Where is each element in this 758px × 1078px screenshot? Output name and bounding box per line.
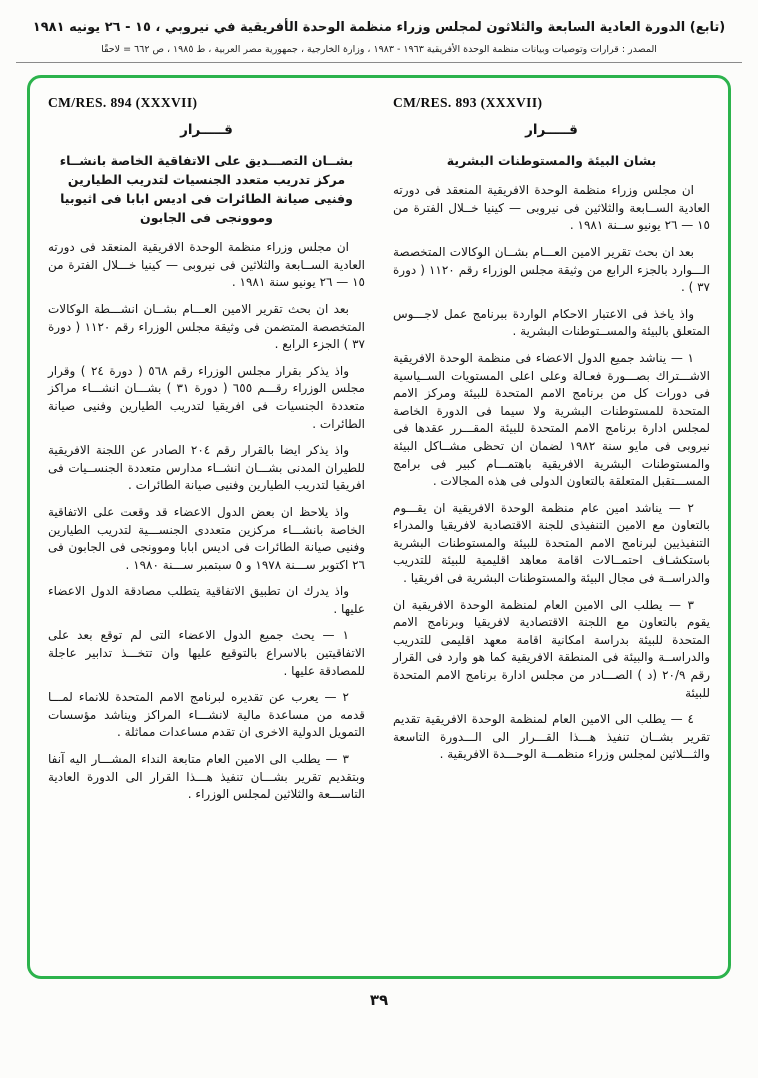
page-header — [0, 0, 758, 55]
paragraph: ان مجلس وزراء منظمة الوحدة الافريقية المنعقد فى دورته العادية الســابعة والثلاثين فى نيروبى — كينيا خــلال الفترة من ١٥ — ٢٦ يونيو ســنة ١٩٨١ . — [393, 183, 710, 233]
header-title: (تابع) الدورة العادية السابعة والثلاثون لمجلس وزراء منظمة الوحدة الأفريقية في نيروبي ، ١٥ - ٢٦ يونيه ١٩٨١ — [32, 20, 726, 35]
paragraph: واذ يذكر ايضا بالقرار رقم ٢٠٤ الصادر عن اللجنة الافريقية للطيران المدنى بشـــان انشــاء مدارس متعددة الجنســيات فى افريقيا لتدريب الطيارين وفنيى صيانة الطائرات . — [48, 443, 365, 493]
header-divider — [16, 62, 742, 63]
paragraph: واذ ياخذ فى الاعتبار الاحكام الواردة ببرنامج عمل لاجـــوس المتعلق بالبيئة والمســتوطنات البشرية . — [393, 306, 710, 339]
resolution-893-ref: CM/RES. 893 (XXXVII) — [393, 95, 543, 110]
paragraph: ١ — يحث جميع الدول الاعضاء التى لم توقع بعد على الاتفاقيتين بالاسراع بالتوقيع عليها وان تتخـــذ تدابير عاجلة للمصادقة عليها . — [48, 628, 365, 678]
page-number: ٣٩ — [369, 991, 389, 1009]
paragraph: ٣ — يطلب الى الامين العام متابعة النداء المشـــار اليه آنفا وبتقديم تقرير بشـــان تنفيذ هـــذا القرار الى الدورة العادية التاســـعة والثلاثين لمجلس الوزراء . — [48, 752, 365, 802]
resolution-894-column — [48, 94, 365, 960]
paragraph: ١ — يناشد جميع الدول الاعضاء فى منظمة الوحدة الافريقية الاشـــتراك بصـــورة فعـالة وعلى اعلى المستويات الســياسية فى دورات كل من برنامج الامم المتحدة للبيئة ومركز الامم المتحدة للمستوطنات البشرية ولا سيما فى الدورة الخاصة لمجلس ادارة برنامج الامم المتحدة للبيئة المقـــرر عقدها فى نيروبى فى مايو سنة ١٩٨٢ لضمان ان تحظى مشــاكل البيئة والمستوطنات البشرية الافريقية باهتمـــام كبير فى برامج المســـتقبل المتعلقة بالتعاون الدولى فى هذه المجالات . — [393, 350, 710, 489]
paragraph: واذ يدرك ان تطبيق الاتفاقية يتطلب مصادقة الدول الاعضاء عليها . — [48, 584, 365, 616]
resolution-893-title: بشان البيئة والمستوطنات البشرية — [446, 153, 657, 169]
resolution-894-heading: قـــــرار — [180, 121, 233, 138]
resolution-893-column — [393, 94, 710, 960]
two-column-layout — [48, 94, 710, 960]
resolution-893-heading: قـــــرار — [525, 121, 578, 138]
header-source-line: المصدر : قرارات وتوصيات وبيانات منظمة الوحدة الأفريقية ١٩٦٣ - ١٩٨٣ ، وزارة الخارجية ، جمهورية مصر العربية ، ط ١٩٨٥ ، ص ٦٦٢ = لاحقًا — [101, 44, 657, 55]
paragraph: ٤ — يطلب الى الامين العام لمنظمة الوحدة الافريقية تقديم تقرير بشــان تنفيذ هـــذا القـــرار الى الـــدورة التاسعة والثـــلاثين لمجلس وزراء منظمـــة الوحـــدة الافريقية . — [393, 712, 710, 762]
paragraph: ٣ — يطلب الى الامين العام لمنظمة الوحدة الافريقية ان يقوم بالتعاون مع اللجنة الاقتصادية لافريقيا وبرنامج الامم المتحدة للبيئة بدراسة امكانية اقامة معهد اقليمى للتدريب والدراســة والبيئة فى المنطقة الافريقية كما هو وارد فى القرار رقم ٢٠/٩ (د ) الصـــادر من مجلس ادارة برنامج الامم المتحدة للبيئة — [393, 597, 710, 700]
paragraph: بعد ان بحث تقرير الامين العـــام بشــان انشـــطة الوكالات المتخصصة المتضمن فى وثيقة مجلس الوزراء رقم ١١٢٠ ( دورة ٣٧ ) الجزء الرابع . — [48, 301, 365, 352]
paragraph: واذ يذكر بقرار مجلس الوزراء رقم ٥٦٨ ( دورة ٢٤ ) وقرار مجلس الوزراء رقـــم ٦٥٥ ( دورة ٣١ ) بشـــان انشـــاء مراكز متعددة الجنسيات فى افريقيا لتدريب الطيارين وفنيى صيانة الطائرات . — [48, 363, 365, 431]
resolution-894-ref: CM/RES. 894 (XXXVII) — [48, 95, 198, 110]
paragraph: ٢ — يناشد امين عام منظمة الوحدة الافريقية ان يقـــوم بالتعاون مع الامين التنفيذى للجنة الاقتصادية لافريقيا والمدراء التنفيذيين لبرنامج الامم المتحدة للبيئة والمستوطنات البشرية باستكشـاف احتمــالات اقامة معاهد اقليمية للبيئة للتدريب والدراســة فى مجال البيئة والمستوطنات البشرية فى افريقيا . — [393, 500, 710, 586]
content-frame — [27, 75, 731, 979]
resolution-894-title: بشــان التصـــديق على الاتفاقية الخاصة بانشــاء مركز تدريب متعدد الجنسيات لتدريب الطيارين وفنيى صيانة الطائرات فى اديس ابابا فى اثيوبيا وموونجى فى الجابون — [59, 153, 354, 226]
paragraph: بعد ان بحث تقرير الامين العـــام بشــان الوكالات المتخصصة الـــوارد بالجزء الرابع من وثيقة مجلس الوزراء رقم ١١٢٠ ( دورة ٣٧ ) . — [393, 244, 710, 295]
paragraph: ان مجلس وزراء منظمة الوحدة الافريقية المنعقد فى دورته العادية الســابعة والثلاثين فى نيروبى — كينيا خـــلال الفترة من ١٥ — ٢٦ يونيو سنة ١٩٨١ . — [48, 240, 365, 290]
paragraph: ٢ — يعرب عن تقديره لبرنامج الامم المتحدة للانماء لمـــا قدمه من مساعدة مالية لانشـــاء المراكز ويناشد مؤسسات التمويل الدولية الاخرى ان تقدم مساعدات مماثلة . — [48, 690, 365, 740]
paragraph: واذ يلاحظ ان بعض الدول الاعضاء قد وقعت على الاتفاقية الخاصة بانشـــاء مركزين متعددى الجنســـية لتدريب الطيارين وفنيى صيانة الطائرات فى اديس ابابا وموونجى فى الجابون فى ٢٦ اكتوبر ســـنة ١٩٧٨ و ٥ سبتمبر ســـنة ١٩٨٠ . — [48, 504, 365, 572]
